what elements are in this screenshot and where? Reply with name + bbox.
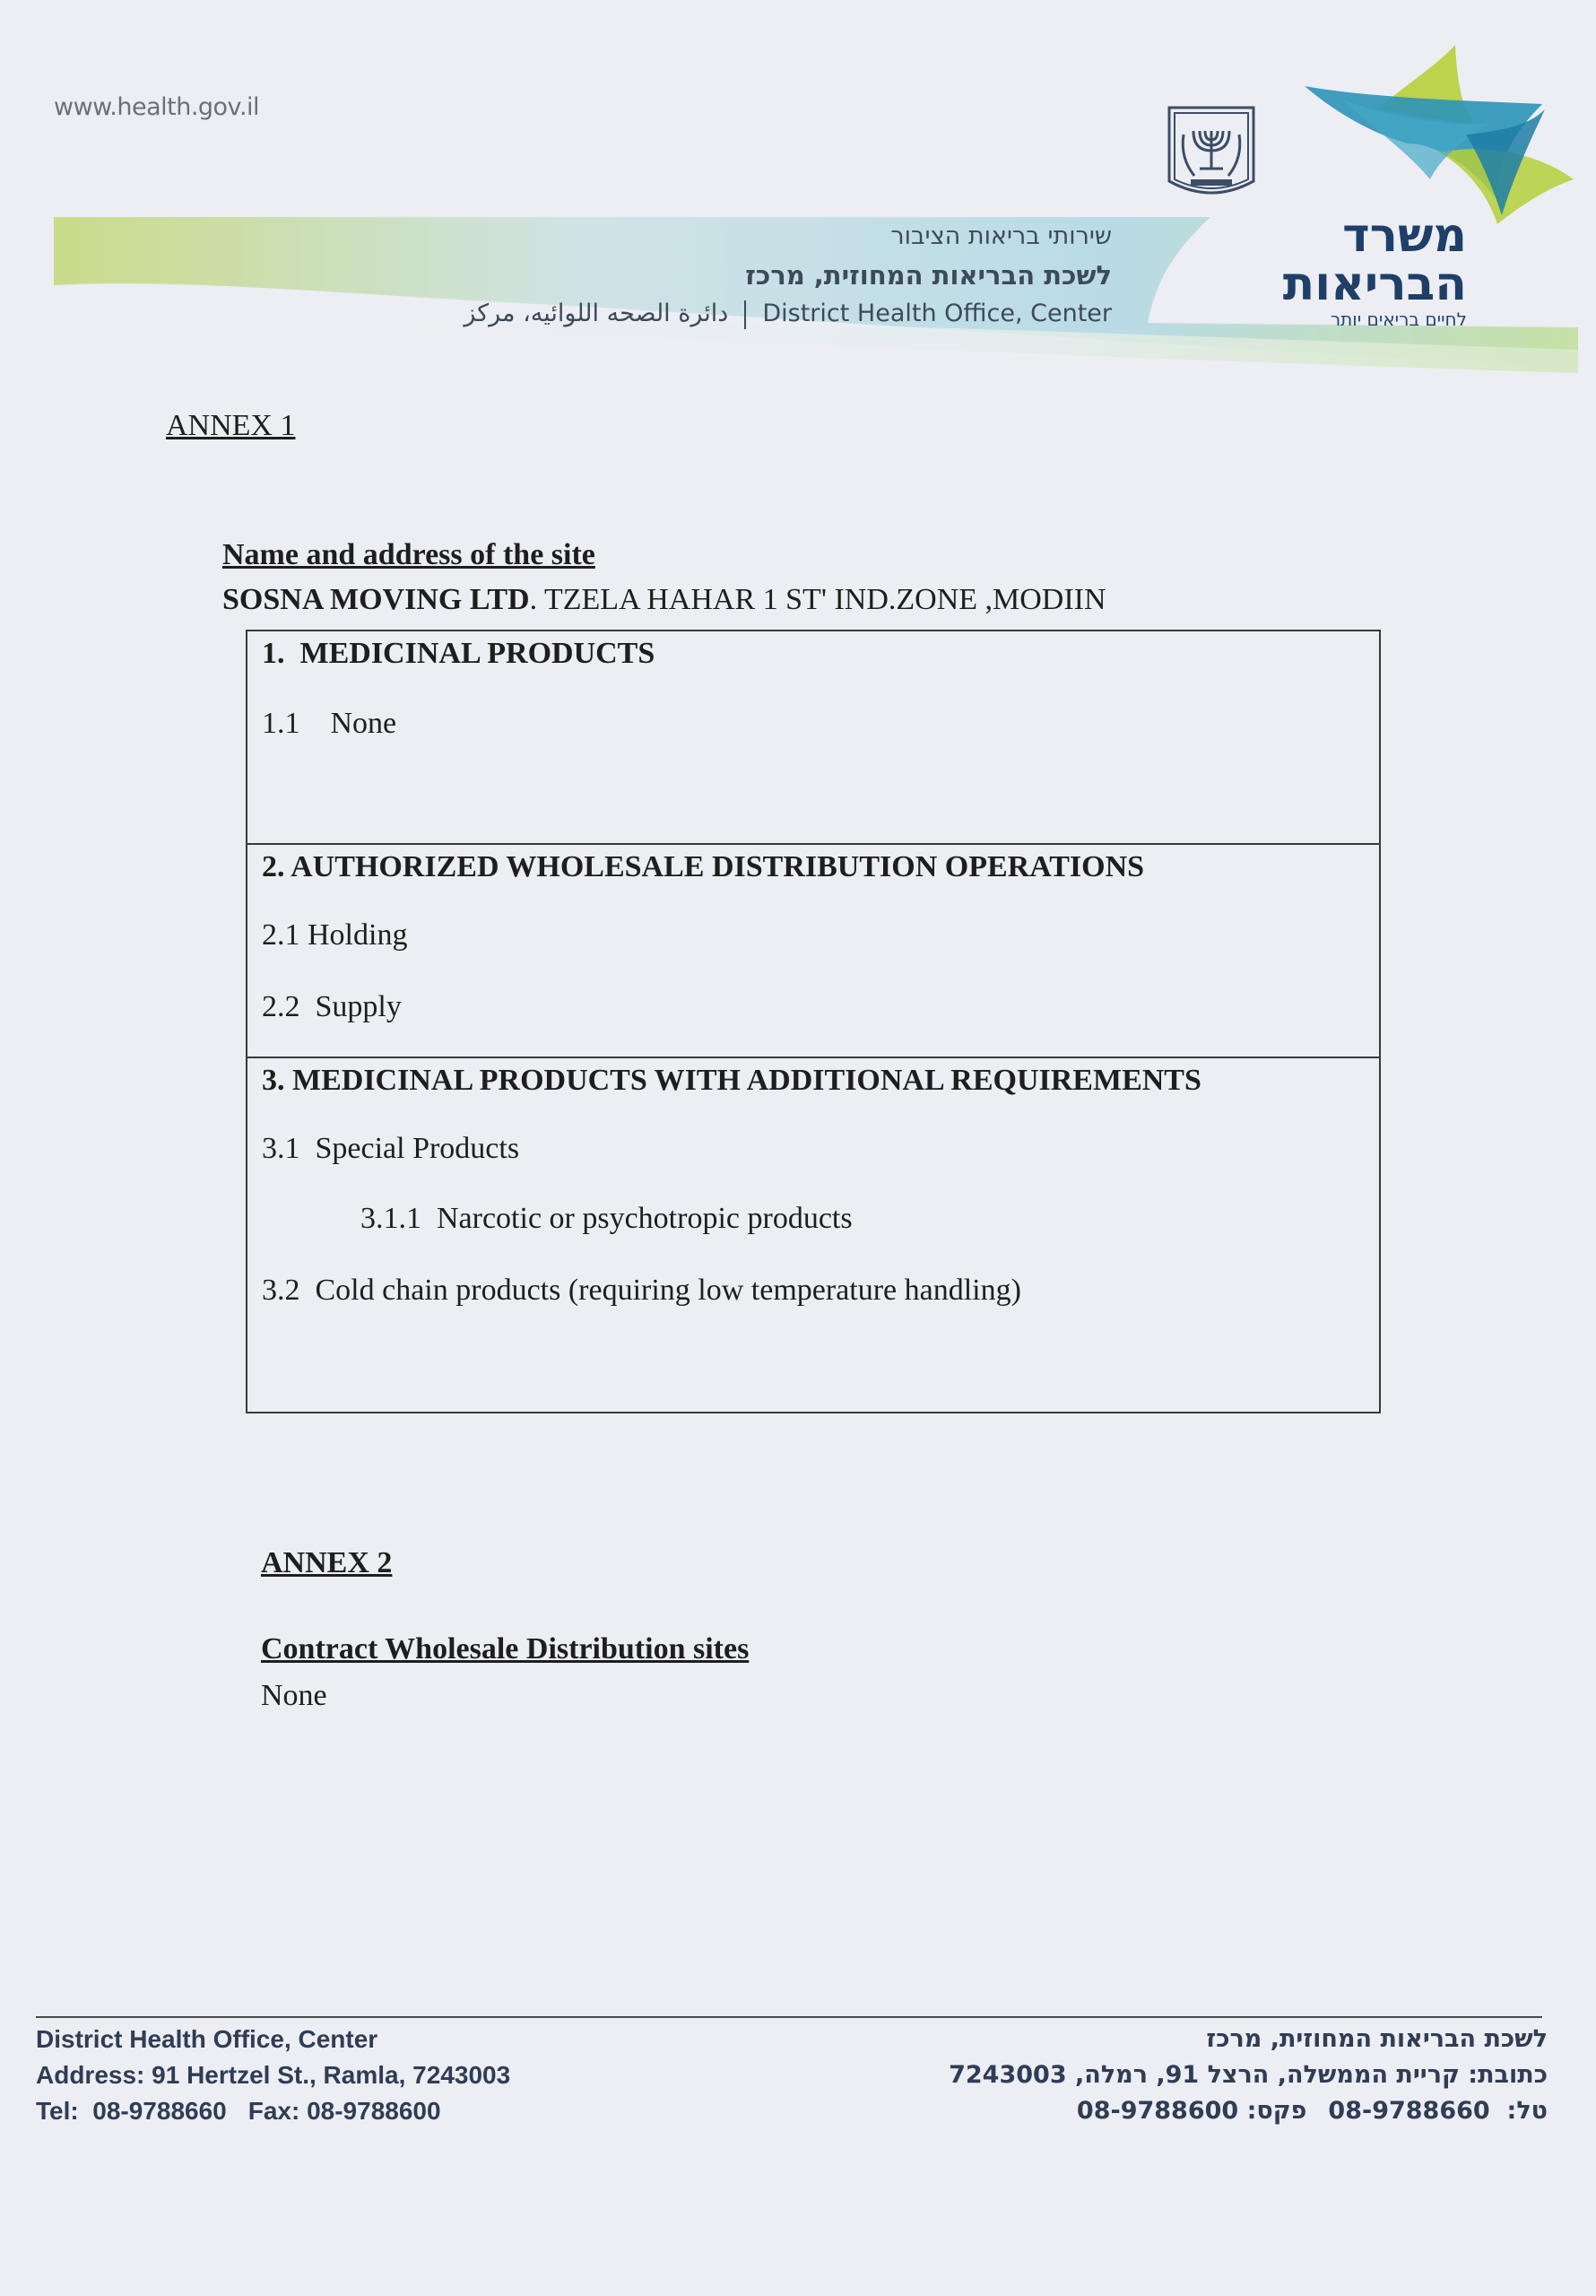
ministry-logo-text bbox=[1252, 209, 1467, 330]
footer-office: District Health Office, Center bbox=[36, 2025, 378, 2053]
ministry-name-line1: משרד bbox=[1342, 209, 1467, 263]
footer-contact bbox=[36, 2093, 510, 2129]
footer-address: Address: 91 Hertzel St., Ramla, 7243003 bbox=[36, 2061, 511, 2089]
contract-sites-value: None bbox=[261, 1679, 327, 1712]
section-item: 2.2 Supply bbox=[262, 990, 402, 1023]
footer-fax: Fax: 08-9788600 bbox=[247, 2097, 441, 2125]
office-multilingual bbox=[464, 300, 1112, 329]
footer-contact-hebrew bbox=[920, 2093, 1548, 2129]
office-english: District Health Office, Center bbox=[762, 300, 1112, 327]
section-title: 3. MEDICINAL PRODUCTS WITH ADDITIONAL REQUIREMENTS bbox=[262, 1064, 1201, 1097]
section-item: 3.2 Cold chain products (requiring low temperature handling) bbox=[262, 1274, 1021, 1307]
footer-tel: Tel: 08-9788660 bbox=[36, 2097, 227, 2125]
section-title: 2. AUTHORIZED WHOLESALE DISTRIBUTION OPERATIONS bbox=[262, 850, 1145, 883]
footer-divider bbox=[36, 2016, 1542, 2018]
footer-english bbox=[36, 2022, 510, 2129]
service-line: שירותי בריאות הציבור bbox=[890, 222, 1112, 250]
annex1-table bbox=[246, 630, 1381, 1413]
office-arabic: دائرة الصحه اللوائيه، مركز bbox=[464, 300, 729, 327]
ministry-name-line2: הבריאות bbox=[1282, 257, 1467, 311]
site-name-address bbox=[222, 583, 1106, 617]
office-hebrew: לשכת הבריאות המחוזית, מרכז bbox=[745, 260, 1112, 291]
section-distribution-operations bbox=[247, 845, 1379, 1058]
section-item: 1.1 None bbox=[262, 707, 397, 740]
annex1-title: ANNEX 1 bbox=[166, 409, 296, 442]
footer-fax-hebrew: פקס: 08-9788600 bbox=[1076, 2097, 1307, 2125]
section-medicinal-products bbox=[247, 631, 1379, 845]
contract-sites-label: Contract Wholesale Distribution sites bbox=[261, 1632, 750, 1665]
section-additional-requirements bbox=[247, 1058, 1379, 1412]
annex2-title: ANNEX 2 bbox=[261, 1546, 393, 1579]
site-address: . TZELA HAHAR 1 ST' IND.ZONE ,MODIIN bbox=[529, 583, 1106, 616]
site-name: SOSNA MOVING LTD bbox=[222, 583, 530, 616]
section-title: 1. MEDICINAL PRODUCTS bbox=[262, 637, 655, 670]
website-url: www.health.gov.il bbox=[54, 93, 260, 121]
section-item: 2.1 Holding bbox=[262, 918, 408, 952]
state-emblem-icon bbox=[1164, 104, 1259, 204]
site-label: Name and address of the site bbox=[222, 538, 595, 571]
footer-address-hebrew: כתובת: קריית הממשלה, הרצל 91, רמלה, 7243003 bbox=[949, 2061, 1548, 2089]
footer-hebrew bbox=[920, 2022, 1548, 2129]
footer-tel-hebrew: טל: 08-9788660 bbox=[1328, 2097, 1548, 2125]
footer-office-hebrew: לשכת הבריאות המחוזית, מרכז bbox=[1206, 2025, 1548, 2053]
section-item: 3.1 Special Products bbox=[262, 1132, 520, 1165]
ministry-slogan: לחיים בריאים יותר bbox=[1330, 309, 1467, 330]
section-subitem: 3.1.1 Narcotic or psychotropic products bbox=[360, 1202, 853, 1235]
